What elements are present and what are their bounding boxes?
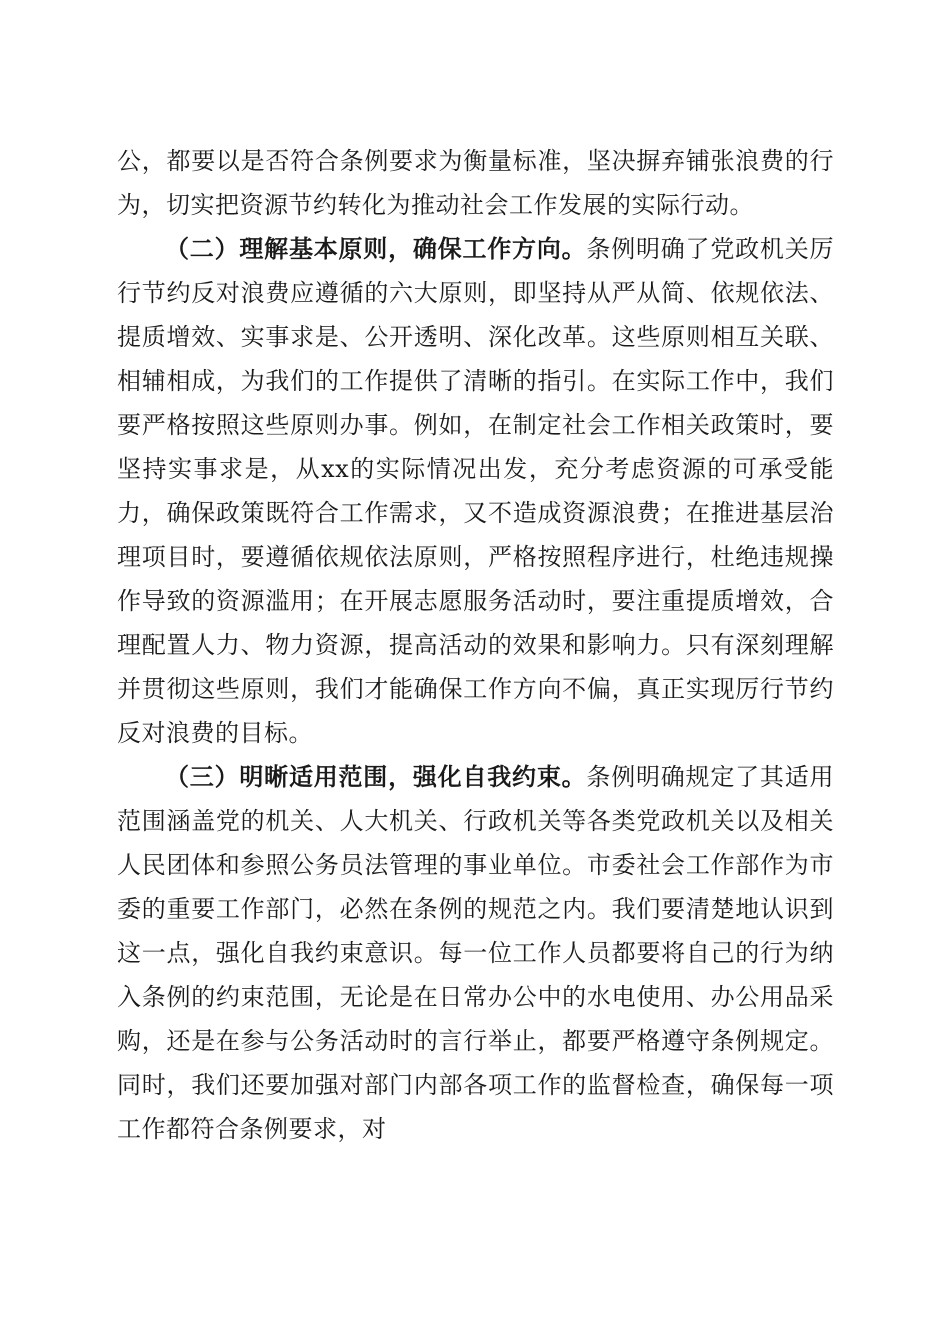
paragraph-text: 条例明确规定了其适用范围涵盖党的机关、人大机关、行政机关等各类党政机关以及相关人民团体和参照公务员法管理的事业单位。市委社会工作部作为市委的重要工作部门，必然在条例的规范之内。我们要清楚地认识到这一点，强化自我约束意识。每一位工作人员都要将自己的行为纳入条例的约束范围，无论是在日常办公中的水电使用、办公用品采购，还是在参与公务活动时的言行举止，都要严格遵守条例规定。同时，我们还要加强对部门内部各项工作的监督检查，确保每一项工作都符合条例要求，对 — [117, 763, 835, 1143]
section-heading: （三）明晰适用范围，强化自我约束。 — [165, 762, 587, 791]
paragraph-section-3 — [117, 755, 834, 1151]
section-heading: （二）理解基本原则，确保工作方向。 — [165, 234, 587, 263]
paragraph-text: 公，都要以是否符合条例要求为衡量标准，坚决摒弃铺张浪费的行为，切实把资源节约转化为推动社会工作发展的实际行动。 — [117, 147, 834, 219]
paragraph-text: 条例明确了党政机关厉行节约反对浪费应遵循的六大原则，即坚持从严从简、依规依法、提质增效、实事求是、公开透明、深化改革。这些原则相互关联、相辅相成，为我们的工作提供了清晰的指引。在实际工作中，我们要严格按照这些原则办事。例如，在制定社会工作相关政策时，要坚持实事求是，从xx的实际情况出发，充分考虑资源的可承受能力，确保政策既符合工作需求，又不造成资源浪费；在推进基层治理项目时，要遵循依规依法原则，严格按照程序进行，杜绝违规操作导致的资源滥用；在开展志愿服务活动时，要注重提质增效，合理配置人力、物力资源，提高活动的效果和影响力。只有深刻理解并贯彻这些原则，我们才能确保工作方向不偏，真正实现厉行节约反对浪费的目标。 — [117, 235, 835, 747]
paragraph-section-2 — [117, 227, 834, 755]
document-body — [117, 139, 834, 1151]
paragraph-continuation — [117, 139, 834, 227]
